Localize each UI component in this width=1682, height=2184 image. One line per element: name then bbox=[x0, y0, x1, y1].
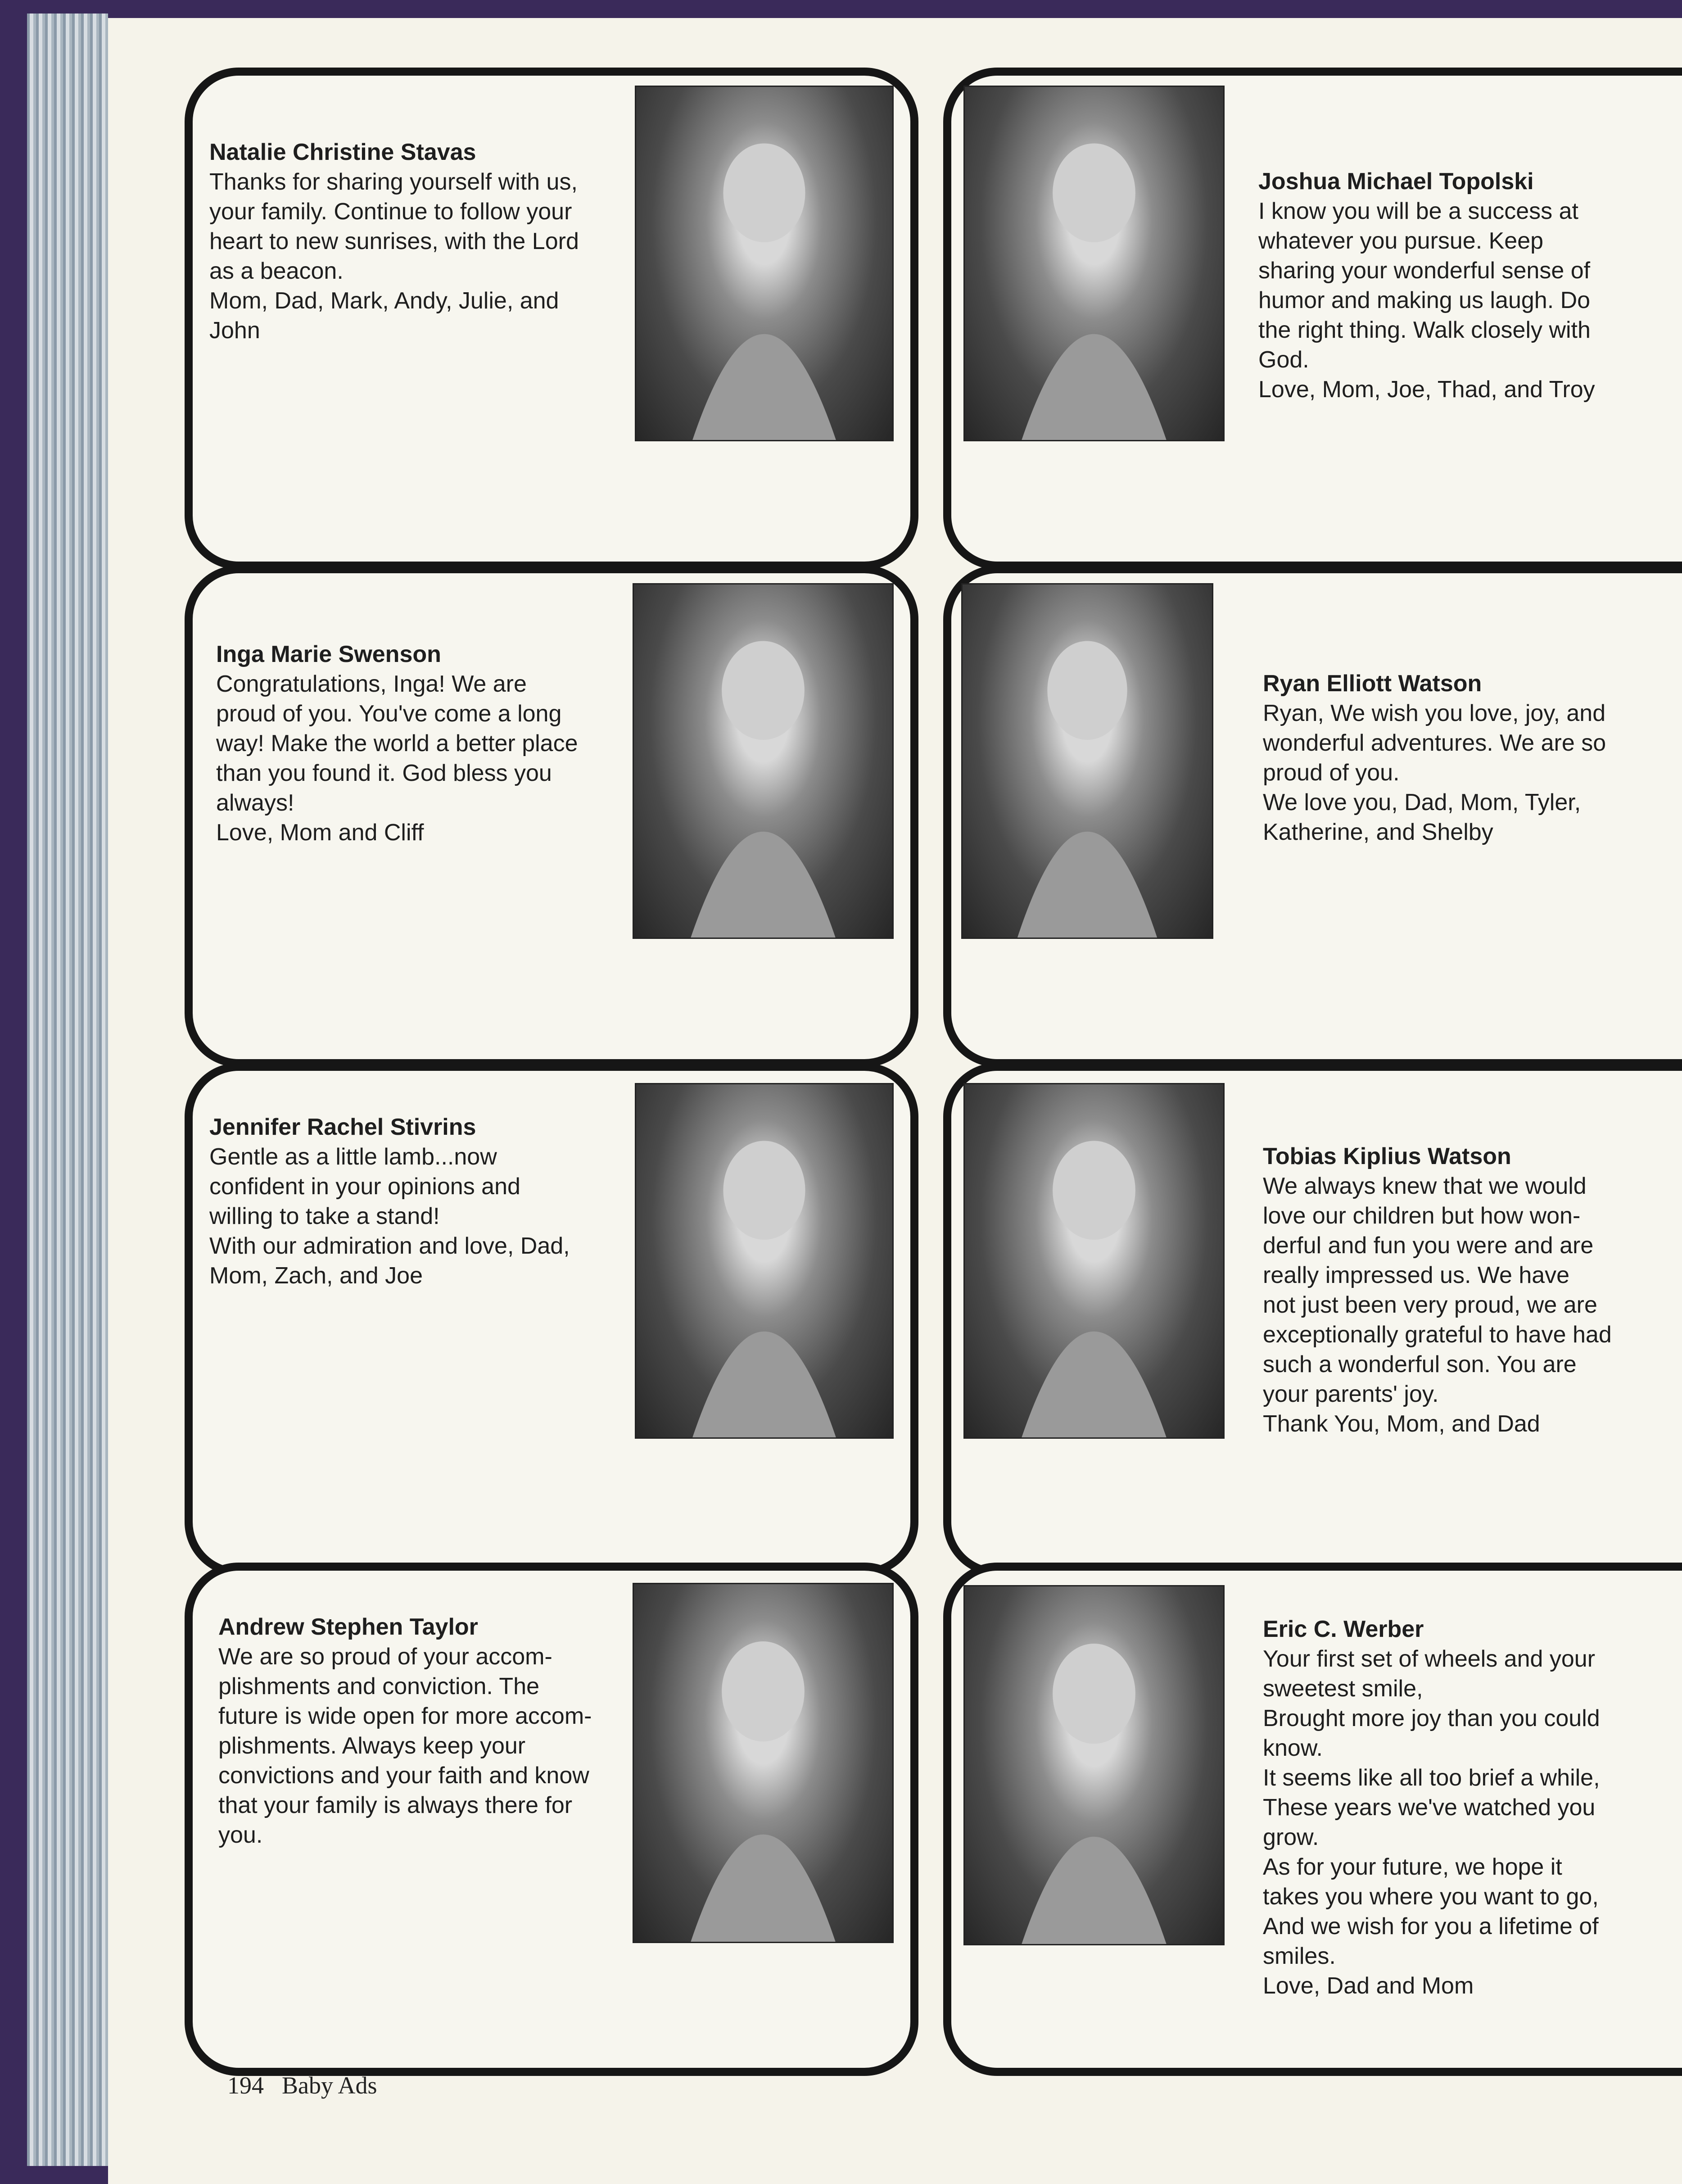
child-photo bbox=[635, 86, 894, 441]
baby-ad-text bbox=[216, 639, 644, 847]
child-photo-icon bbox=[965, 1586, 1223, 1944]
ad-message: I know you will be a success at whatever you pursue. Keep sharing your wonderful sense of humor and making us laugh. Do the right thing. Walk closely with God. Love, Mom, Joe, Thad, and Troy bbox=[1258, 198, 1595, 403]
ad-message: Congratulations, Inga! We are proud of you. You've come a long way! Make the world a better place than you found it. God bless you always! Love, Mom and Cliff bbox=[216, 671, 578, 846]
child-name: Eric C. Werber bbox=[1263, 1616, 1424, 1642]
baby-ad-text bbox=[1263, 1142, 1668, 1439]
baby-ad-text bbox=[218, 1612, 646, 1850]
baby-ad-text bbox=[209, 1112, 637, 1291]
page-number: 194 bbox=[227, 2072, 264, 2099]
child-photo bbox=[633, 1583, 894, 1943]
yearbook-page bbox=[108, 18, 1682, 2184]
ad-message: Thanks for sharing yourself with us, your family. Continue to follow your heart to new sunrises, with the Lord as a beacon. Mom, Dad, Mark, Andy, Julie, and John bbox=[209, 169, 579, 344]
child-photo-icon bbox=[965, 87, 1223, 440]
child-photo-icon bbox=[634, 585, 892, 938]
child-photo-icon bbox=[634, 1584, 892, 1942]
child-photo bbox=[963, 1083, 1225, 1439]
child-name: Ryan Elliott Watson bbox=[1263, 671, 1482, 697]
child-name: Natalie Christine Stavas bbox=[209, 139, 476, 165]
ad-message: Your first set of wheels and your sweetest smile, Brought more joy than you could know. It seems like all too brief a while, These years we've watched you grow. As for your future, we hope it takes you where you want to go, And we wish for you a lifetime of smiles. Love, Dad and Mom bbox=[1263, 1646, 1600, 1999]
child-photo bbox=[963, 1585, 1225, 1945]
child-photo-icon bbox=[636, 87, 892, 440]
child-name: Joshua Michael Topolski bbox=[1258, 168, 1534, 195]
ad-message: We are so proud of your accom- plishments and conviction. The future is wide open for more accom- plishments. Always keep your convictions and your faith and know that your family is always there for you. bbox=[218, 1644, 592, 1848]
child-name: Tobias Kiplius Watson bbox=[1263, 1143, 1511, 1169]
ad-message: Ryan, We wish you love, joy, and wonderful adventures. We are so proud of you. We love you, Dad, Mom, Tyler, Katherine, and Shelby bbox=[1263, 700, 1606, 845]
ad-message: We always knew that we would love our children but how won- derful and fun you were and are really impressed us. We have not just been very proud, we are exceptionally grateful to have had such a wonderful son. You are your parents' joy. Thank You, Mom, and Dad bbox=[1263, 1173, 1612, 1437]
child-photo bbox=[633, 583, 894, 939]
child-photo bbox=[961, 583, 1213, 939]
baby-ad-text bbox=[1258, 167, 1664, 404]
page-footer bbox=[227, 2071, 395, 2099]
child-photo bbox=[635, 1083, 894, 1439]
child-name: Andrew Stephen Taylor bbox=[218, 1614, 478, 1640]
child-photo-icon bbox=[636, 1084, 892, 1437]
child-photo-icon bbox=[965, 1084, 1223, 1437]
child-name: Inga Marie Swenson bbox=[216, 641, 441, 667]
child-photo-icon bbox=[963, 585, 1212, 938]
ad-message: Gentle as a little lamb...now confident in your opinions and willing to take a stand! With our admiration and love, Dad, Mom, Zach, and Joe bbox=[209, 1144, 570, 1289]
baby-ad-text bbox=[1263, 669, 1668, 847]
child-photo bbox=[963, 86, 1225, 441]
baby-ad-text bbox=[1263, 1614, 1668, 2001]
section-title: Baby Ads bbox=[282, 2072, 377, 2099]
page-stack-edge bbox=[27, 14, 108, 2166]
child-name: Jennifer Rachel Stivrins bbox=[209, 1114, 476, 1140]
